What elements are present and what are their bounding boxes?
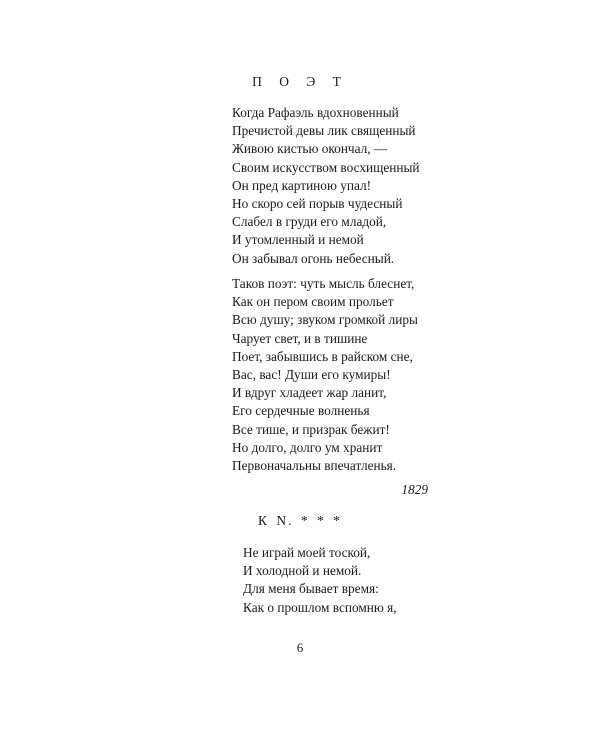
poem-stanza <box>232 104 420 268</box>
poem-line: Своим искусством восхищенный <box>232 159 420 175</box>
poem-line: Когда Рафаэль вдохновенный <box>232 105 399 120</box>
poem-line: Он забывал огонь небесный. <box>232 250 395 266</box>
poem-line: Все тише, и призрак бежит! <box>232 421 390 437</box>
poem-line: Как он пером своим прольет <box>232 294 394 310</box>
poem-line: Его сердечные волненья <box>232 403 370 419</box>
poem-line: Он пред картиною упал! <box>232 177 372 193</box>
poem-date: 1829 <box>401 482 428 497</box>
poem-line: Для меня бывает время: <box>243 581 379 597</box>
poem-title-poet: П О Э Т <box>252 74 348 89</box>
poem-line: Слабел в груди его младой, <box>232 214 387 230</box>
page-number: 6 <box>296 640 304 655</box>
poem-line: Но скоро сей порыв чудесный <box>232 196 403 212</box>
poem-line: Живою кистью окончал, — <box>232 141 388 157</box>
poem-stanza <box>232 275 418 475</box>
poem-line: И вдруг хладеет жар ланит, <box>232 385 387 401</box>
poem-title-k-n: К N. * * * <box>258 513 342 528</box>
poem-line: Таков поэт: чуть мысль блеснет, <box>232 276 415 291</box>
poem-line: Чарует свет, и в тишине <box>232 330 368 346</box>
poem-line: Поет, забывшись в райском сне, <box>232 348 413 364</box>
poem-stanza <box>243 544 397 617</box>
poem-line: Вас, вас! Души его кумиры! <box>232 367 391 383</box>
poem-line: И холодной и немой. <box>243 563 362 579</box>
poem-line: Но долго, долго ум хранит <box>232 439 383 455</box>
poem-line: Первоначальны впечатленья. <box>232 458 397 474</box>
poem-line: И утомленный и немой <box>232 232 364 248</box>
poem-line: Всю душу; звуком громкой лиры <box>232 312 418 328</box>
poem-line: Как о прошлом вспомню я, <box>243 599 397 615</box>
poem-line: Не играй моей тоской, <box>243 545 371 560</box>
poem-line: Пречистой девы лик священный <box>232 123 416 139</box>
